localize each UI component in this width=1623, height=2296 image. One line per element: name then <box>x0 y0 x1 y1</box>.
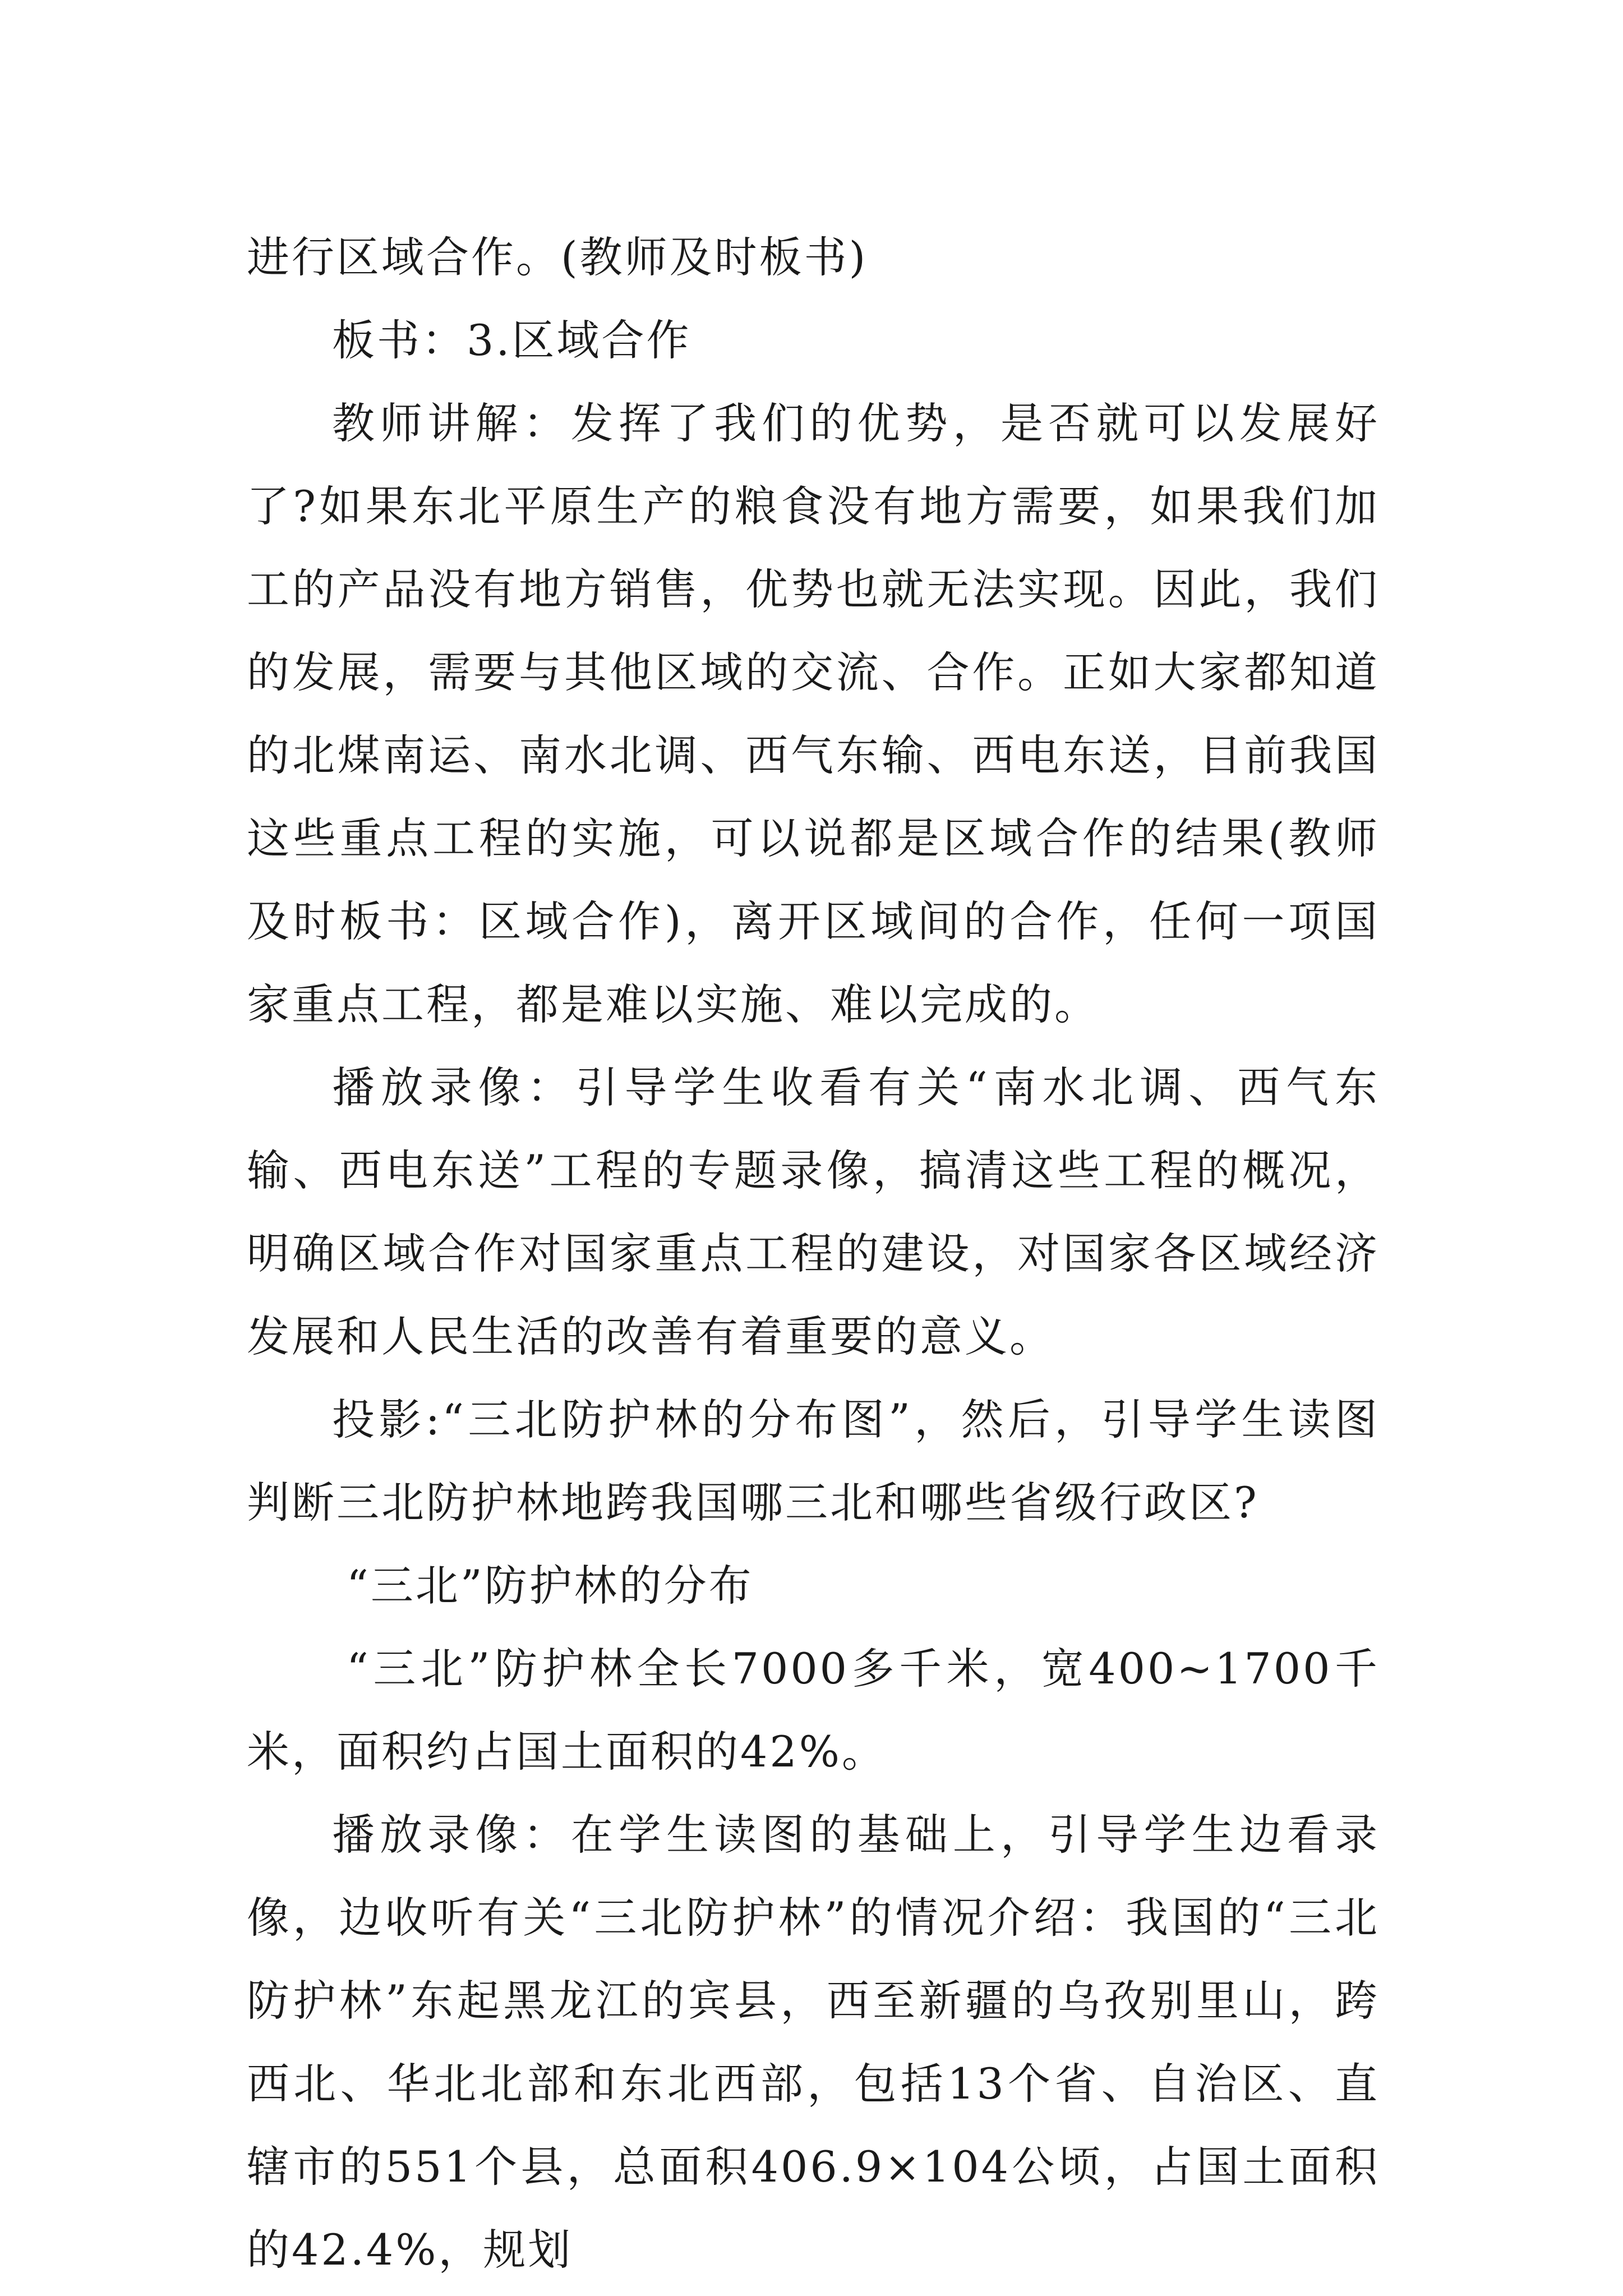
document-body <box>247 216 1380 2292</box>
paragraph-forest-stats: “三北”防护林全长7000多千米，宽400~1700千米，面积约占国土面积的42%。 <box>247 1644 1380 1777</box>
paragraph-video-forest: 播放录像：在学生读图的基础上，引导学生边看录像，边收听有关“三北防护林”的情况介绍：我国的“三北防护林”东起黑龙江的宾县，西至新疆的乌孜别里山，跨西北、华北北部和东北西部，包括13个省、自治区、直辖市的551个县，总面积406.9×104公顷，占国土面积的42.4%，规划 <box>247 1810 1380 2275</box>
paragraph-continuation: 进行区域合作。(教师及时板书) <box>247 232 868 282</box>
paragraph-projection: 投影:“三北防护林的分布图”，然后，引导学生读图判断三北防护林地跨我国哪三北和哪些省级行政区? <box>247 1395 1380 1527</box>
paragraph-forest-heading: “三北”防护林的分布 <box>347 1561 754 1611</box>
paragraph-board-note: 板书：3.区域合作 <box>332 315 691 365</box>
paragraph-teacher-explanation: 教师讲解：发挥了我们的优势，是否就可以发展好了?如果东北平原生产的粮食没有地方需要，如果我们加工的产品没有地方销售，优势也就无法实现。因此，我们的发展，需要与其他区域的交流、合作。正如大家都知道的北煤南运、南水北调、西气东输、西电东送，目前我国这些重点工程的实施，可以说都是区域合作的结果(教师及时板书：区域合作)，离开区域间的合作，任何一项国家重点工程，都是难以实施、难以完成的。 <box>247 398 1380 1029</box>
paragraph-video-projects: 播放录像：引导学生收看有关“南水北调、西气东输、西电东送”工程的专题录像，搞清这些工程的概况，明确区域合作对国家重点工程的建设，对国家各区域经济发展和人民生活的改善有着重要的意义。 <box>247 1062 1380 1361</box>
